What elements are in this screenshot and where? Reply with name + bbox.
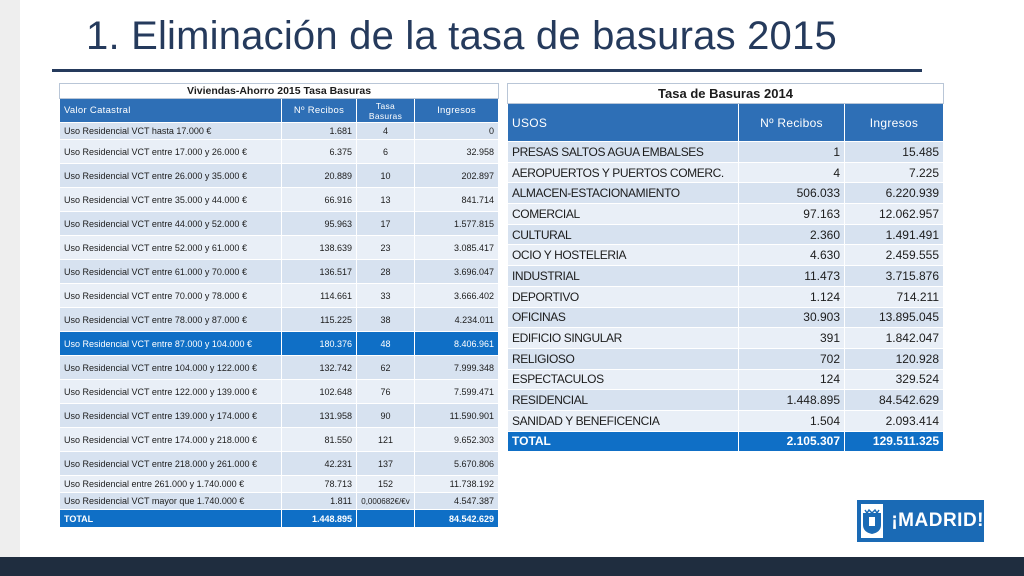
row-tasa: 0,000682€/€v bbox=[357, 493, 415, 510]
row-recibos: 138.639 bbox=[282, 236, 357, 260]
row-ingresos: 15.485 bbox=[845, 142, 944, 163]
total-tasa-empty bbox=[357, 510, 415, 528]
row-ingresos: 3.715.876 bbox=[845, 266, 944, 287]
total-label: TOTAL bbox=[508, 431, 739, 451]
row-uso: EDIFICIO SINGULAR bbox=[508, 328, 739, 349]
table-row[interactable] bbox=[60, 260, 499, 284]
row-label: Uso Residencial VCT entre 174.000 y 218.000 € bbox=[60, 428, 282, 452]
row-label: Uso Residencial VCT entre 17.000 y 26.000 € bbox=[60, 140, 282, 164]
table-row-selected[interactable] bbox=[60, 332, 499, 356]
table-row[interactable] bbox=[60, 140, 499, 164]
row-tasa: 6 bbox=[357, 140, 415, 164]
row-recibos: 78.713 bbox=[282, 476, 357, 493]
table-row[interactable] bbox=[60, 236, 499, 260]
row-recibos: 1 bbox=[739, 142, 845, 163]
table-row[interactable] bbox=[60, 356, 499, 380]
table-row[interactable] bbox=[60, 428, 499, 452]
table-row[interactable] bbox=[60, 164, 499, 188]
row-ingresos: 2.093.414 bbox=[845, 410, 944, 431]
row-recibos: 4.630 bbox=[739, 245, 845, 266]
row-ingresos: 9.652.303 bbox=[415, 428, 499, 452]
row-ingresos: 329.524 bbox=[845, 369, 944, 390]
tasa-basuras-2014-table bbox=[507, 83, 944, 452]
row-ingresos: 1.842.047 bbox=[845, 328, 944, 349]
row-recibos: 115.225 bbox=[282, 308, 357, 332]
row-uso: AEROPUERTOS Y PUERTOS COMERC. bbox=[508, 162, 739, 183]
row-label: Uso Residencial VCT entre 52.000 y 61.000 € bbox=[60, 236, 282, 260]
column-header-usos[interactable]: USOS bbox=[508, 104, 739, 142]
row-ingresos: 3.696.047 bbox=[415, 260, 499, 284]
row-recibos: 702 bbox=[739, 348, 845, 369]
row-ingresos: 2.459.555 bbox=[845, 245, 944, 266]
table-row[interactable] bbox=[508, 142, 944, 163]
row-tasa: 28 bbox=[357, 260, 415, 284]
table-row[interactable] bbox=[508, 224, 944, 245]
table-caption: Tasa de Basuras 2014 bbox=[508, 84, 944, 104]
row-recibos: 114.661 bbox=[282, 284, 357, 308]
row-ingresos: 841.714 bbox=[415, 188, 499, 212]
row-recibos: 11.473 bbox=[739, 266, 845, 287]
row-ingresos: 202.897 bbox=[415, 164, 499, 188]
row-uso: ESPECTACULOS bbox=[508, 369, 739, 390]
row-label: Uso Residencial VCT entre 35.000 y 44.000 € bbox=[60, 188, 282, 212]
row-tasa: 23 bbox=[357, 236, 415, 260]
row-recibos: 4 bbox=[739, 162, 845, 183]
row-ingresos: 120.928 bbox=[845, 348, 944, 369]
row-ingresos: 4.234.011 bbox=[415, 308, 499, 332]
madrid-crest-icon bbox=[861, 504, 883, 538]
row-uso: CULTURAL bbox=[508, 224, 739, 245]
row-recibos: 20.889 bbox=[282, 164, 357, 188]
row-tasa: 17 bbox=[357, 212, 415, 236]
row-label: Uso Residencial VCT entre 122.000 y 139.000 € bbox=[60, 380, 282, 404]
row-label: Uso Residencial VCT entre 61.000 y 70.000 € bbox=[60, 260, 282, 284]
row-recibos: 1.681 bbox=[282, 123, 357, 140]
row-tasa: 10 bbox=[357, 164, 415, 188]
row-recibos: 2.360 bbox=[739, 224, 845, 245]
table-row[interactable] bbox=[508, 307, 944, 328]
row-ingresos: 3.666.402 bbox=[415, 284, 499, 308]
row-uso: COMERCIAL bbox=[508, 204, 739, 225]
row-ingresos: 7.999.348 bbox=[415, 356, 499, 380]
column-header-ingresos[interactable]: Ingresos bbox=[845, 104, 944, 142]
row-recibos: 180.376 bbox=[282, 332, 357, 356]
row-uso: RESIDENCIAL bbox=[508, 390, 739, 411]
total-ingresos: 129.511.325 bbox=[845, 431, 944, 451]
row-label: Uso Residencial VCT entre 87.000 y 104.000 € bbox=[60, 332, 282, 356]
row-label: Uso Residencial VCT entre 139.000 y 174.000 € bbox=[60, 404, 282, 428]
row-ingresos: 7.599.471 bbox=[415, 380, 499, 404]
table-row[interactable] bbox=[508, 204, 944, 225]
row-recibos: 391 bbox=[739, 328, 845, 349]
row-label: Uso Residencial VCT entre 104.000 y 122.000 € bbox=[60, 356, 282, 380]
title-underline bbox=[52, 69, 922, 72]
column-header-tasa-basuras[interactable]: Tasa Basuras bbox=[357, 99, 415, 123]
row-recibos: 1.124 bbox=[739, 286, 845, 307]
total-label: TOTAL bbox=[60, 510, 282, 528]
row-recibos: 30.903 bbox=[739, 307, 845, 328]
column-header-ingresos[interactable]: Ingresos bbox=[415, 99, 499, 123]
row-tasa: 38 bbox=[357, 308, 415, 332]
logo-wordmark: ¡MADRID! bbox=[891, 510, 984, 531]
row-uso: RELIGIOSO bbox=[508, 348, 739, 369]
table-row[interactable] bbox=[60, 380, 499, 404]
row-recibos: 506.033 bbox=[739, 183, 845, 204]
total-ingresos: 84.542.629 bbox=[415, 510, 499, 528]
table-row[interactable] bbox=[60, 493, 499, 510]
table-row[interactable] bbox=[508, 183, 944, 204]
row-ingresos: 6.220.939 bbox=[845, 183, 944, 204]
total-recibos: 2.105.307 bbox=[739, 431, 845, 451]
table-row[interactable] bbox=[508, 162, 944, 183]
row-tasa: 137 bbox=[357, 452, 415, 476]
row-label: Uso Residencial VCT entre 218.000 y 261.000 € bbox=[60, 452, 282, 476]
row-ingresos: 4.547.387 bbox=[415, 493, 499, 510]
row-ingresos: 5.670.806 bbox=[415, 452, 499, 476]
row-ingresos: 12.062.957 bbox=[845, 204, 944, 225]
table-row[interactable] bbox=[508, 245, 944, 266]
table-row[interactable] bbox=[508, 390, 944, 411]
row-uso: DEPORTIVO bbox=[508, 286, 739, 307]
left-accent-bar bbox=[0, 0, 20, 576]
row-ingresos: 8.406.961 bbox=[415, 332, 499, 356]
row-ingresos: 3.085.417 bbox=[415, 236, 499, 260]
table-row[interactable] bbox=[60, 476, 499, 493]
row-recibos: 6.375 bbox=[282, 140, 357, 164]
footer-band bbox=[0, 557, 1024, 576]
row-ingresos: 32.958 bbox=[415, 140, 499, 164]
table-total-row bbox=[60, 510, 499, 528]
row-ingresos: 714.211 bbox=[845, 286, 944, 307]
row-uso: ALMACEN-ESTACIONAMIENTO bbox=[508, 183, 739, 204]
row-recibos: 124 bbox=[739, 369, 845, 390]
row-tasa: 4 bbox=[357, 123, 415, 140]
table-header-row bbox=[508, 104, 944, 142]
row-ingresos: 84.542.629 bbox=[845, 390, 944, 411]
table-row[interactable] bbox=[60, 404, 499, 428]
row-label: Uso Residencial VCT entre 44.000 y 52.000 € bbox=[60, 212, 282, 236]
row-recibos: 1.448.895 bbox=[739, 390, 845, 411]
row-recibos: 1.504 bbox=[739, 410, 845, 431]
row-recibos: 97.163 bbox=[739, 204, 845, 225]
madrid-logo bbox=[857, 500, 984, 542]
row-tasa: 33 bbox=[357, 284, 415, 308]
row-tasa: 76 bbox=[357, 380, 415, 404]
table-row[interactable] bbox=[508, 286, 944, 307]
table-row[interactable] bbox=[508, 410, 944, 431]
row-tasa: 48 bbox=[357, 332, 415, 356]
table-row[interactable] bbox=[60, 123, 499, 140]
row-uso: OCIO Y HOSTELERIA bbox=[508, 245, 739, 266]
row-uso: SANIDAD Y BENEFICENCIA bbox=[508, 410, 739, 431]
row-uso: INDUSTRIAL bbox=[508, 266, 739, 287]
table-row[interactable] bbox=[60, 308, 499, 332]
table-row[interactable] bbox=[508, 266, 944, 287]
total-recibos: 1.448.895 bbox=[282, 510, 357, 528]
row-recibos: 136.517 bbox=[282, 260, 357, 284]
row-label: Uso Residencial VCT entre 26.000 y 35.000 € bbox=[60, 164, 282, 188]
viviendas-ahorro-table bbox=[59, 83, 499, 528]
row-label: Uso Residencial VCT hasta 17.000 € bbox=[60, 123, 282, 140]
row-ingresos: 1.491.491 bbox=[845, 224, 944, 245]
table-total-row bbox=[508, 431, 944, 451]
table-row[interactable] bbox=[60, 188, 499, 212]
table-row[interactable] bbox=[60, 452, 499, 476]
row-recibos: 102.648 bbox=[282, 380, 357, 404]
table-row[interactable] bbox=[508, 348, 944, 369]
row-recibos: 1.811 bbox=[282, 493, 357, 510]
table-caption: Viviendas-Ahorro 2015 Tasa Basuras bbox=[60, 84, 499, 99]
table-row[interactable] bbox=[508, 328, 944, 349]
row-uso: OFICINAS bbox=[508, 307, 739, 328]
row-label: Uso Residencial VCT mayor que 1.740.000 € bbox=[60, 493, 282, 510]
row-recibos: 42.231 bbox=[282, 452, 357, 476]
row-label: Uso Residencial VCT entre 78.000 y 87.000 € bbox=[60, 308, 282, 332]
column-header-recibos[interactable]: Nº Recibos bbox=[739, 104, 845, 142]
row-tasa: 13 bbox=[357, 188, 415, 212]
table-row[interactable] bbox=[508, 369, 944, 390]
row-tasa: 62 bbox=[357, 356, 415, 380]
row-tasa: 152 bbox=[357, 476, 415, 493]
row-recibos: 81.550 bbox=[282, 428, 357, 452]
row-ingresos: 0 bbox=[415, 123, 499, 140]
row-ingresos: 1.577.815 bbox=[415, 212, 499, 236]
row-recibos: 95.963 bbox=[282, 212, 357, 236]
row-recibos: 132.742 bbox=[282, 356, 357, 380]
row-ingresos: 13.895.045 bbox=[845, 307, 944, 328]
row-ingresos: 11.590.901 bbox=[415, 404, 499, 428]
row-label: Uso Residencial VCT entre 70.000 y 78.000 € bbox=[60, 284, 282, 308]
row-tasa: 90 bbox=[357, 404, 415, 428]
table-header-row bbox=[60, 99, 499, 123]
row-recibos: 131.958 bbox=[282, 404, 357, 428]
row-ingresos: 7.225 bbox=[845, 162, 944, 183]
table-row[interactable] bbox=[60, 284, 499, 308]
column-header-recibos[interactable]: Nº Recibos bbox=[282, 99, 357, 123]
row-uso: PRESAS SALTOS AGUA EMBALSES bbox=[508, 142, 739, 163]
table-row[interactable] bbox=[60, 212, 499, 236]
column-header-valor-catastral[interactable]: Valor Catastral bbox=[60, 99, 282, 123]
row-tasa: 121 bbox=[357, 428, 415, 452]
row-label: Uso Residencial entre 261.000 y 1.740.000 € bbox=[60, 476, 282, 493]
row-ingresos: 11.738.192 bbox=[415, 476, 499, 493]
row-recibos: 66.916 bbox=[282, 188, 357, 212]
slide-title: 1. Eliminación de la tasa de basuras 2015 bbox=[86, 14, 837, 58]
